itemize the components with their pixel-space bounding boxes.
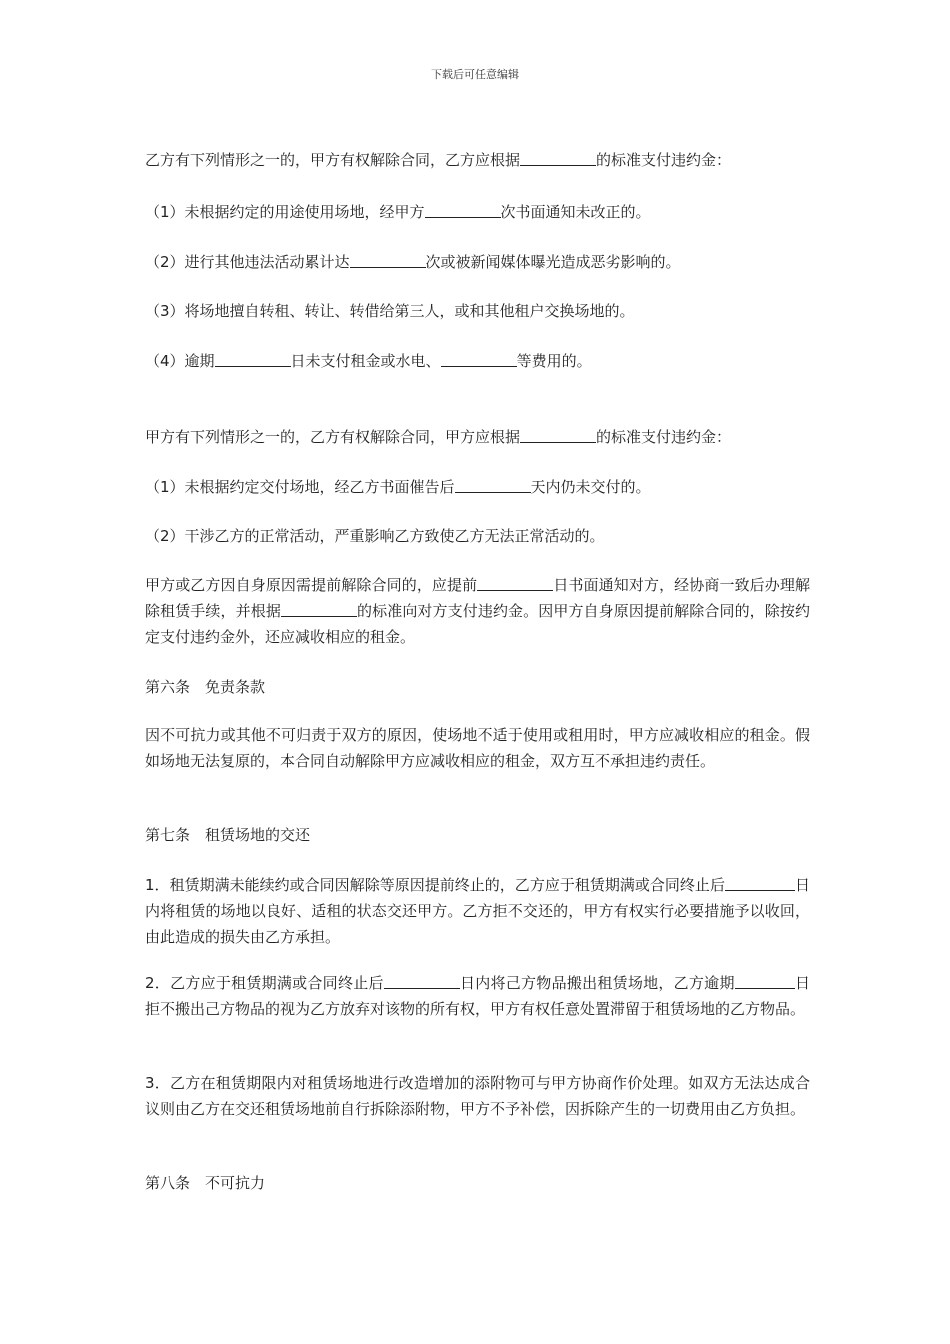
blank-field — [455, 474, 531, 493]
text: 日未支付租金或水电、 — [290, 352, 441, 370]
text: （2）进行其他违法活动累计达 — [145, 253, 350, 271]
blank-field — [735, 970, 795, 989]
section-heading: 第六条 免责条款 — [145, 678, 266, 696]
clause-party-b-breach — [145, 147, 810, 173]
clause-return-3: 3．乙方在租赁期限内对租赁场地进行改造增加的添附物可与甲方协商作价处理。如双方无法达成合议则由乙方在交还租赁场地前自行拆除添附物，甲方不予补偿，因拆除产生的一切费用由乙方负担。 — [145, 1074, 810, 1118]
text: 次或被新闻媒体曝光造成恶劣影响的。 — [425, 253, 681, 271]
blank-field — [425, 199, 501, 218]
text: 的标准支付违约金： — [596, 151, 732, 169]
list-item: （3）将场地擅自转租、转让、转借给第三人，或和其他租户交换场地的。 — [145, 302, 635, 320]
blank-field — [520, 424, 596, 443]
page-header: 下载后可任意编辑 — [431, 68, 519, 81]
text: 甲方有下列情形之一的，乙方有权解除合同，甲方应根据 — [145, 428, 521, 446]
clause-return-1 — [145, 872, 810, 950]
section-heading: 第七条 租赁场地的交还 — [145, 826, 311, 844]
blank-field — [384, 970, 460, 989]
blank-field — [520, 147, 596, 166]
text: 等费用的。 — [516, 352, 592, 370]
blank-field — [441, 348, 517, 367]
clause-exemption: 因不可抗力或其他不可归责于双方的原因，使场地不适于使用或租用时，甲方应减收相应的租金。假如场地无法复原的，本合同自动解除甲方应减收相应的租金，双方互不承担违约责任。 — [145, 726, 810, 770]
text: 天内仍未交付的。 — [530, 478, 651, 496]
list-item — [145, 249, 810, 275]
text: 2．乙方应于租赁期满或合同终止后 — [145, 974, 384, 992]
text: 的标准支付违约金： — [596, 428, 732, 446]
text: （4）逾期 — [145, 352, 215, 370]
text: 甲方或乙方因自身原因需提前解除合同的，应提前 — [145, 576, 478, 594]
text: （1）未根据约定交付场地，经乙方书面催告后 — [145, 478, 455, 496]
text: 日拒不搬出己方物品的视为乙方放弃对该物的所有权，甲方有权任意处置滞留于租赁场地的乙方物品。 — [145, 974, 810, 1018]
blank-field — [215, 348, 291, 367]
clause-early-termination — [145, 572, 810, 650]
text: 次书面通知未改正的。 — [500, 203, 651, 221]
text: 1．租赁期满未能续约或合同因解除等原因提前终止的，乙方应于租赁期满或合同终止后 — [145, 876, 725, 894]
list-item — [145, 199, 810, 225]
clause-return-2 — [145, 970, 810, 1022]
list-item: （2）干涉乙方的正常活动，严重影响乙方致使乙方无法正常活动的。 — [145, 527, 605, 545]
list-item — [145, 348, 810, 374]
text: 日内将己方物品搬出租赁场地，乙方逾期 — [459, 974, 735, 992]
text: 日内将租赁的场地以良好、适租的状态交还甲方。乙方拒不交还的，甲方有权实行必要措施予以收回，由此造成的损失由乙方承担。 — [145, 876, 810, 946]
clause-party-a-breach — [145, 424, 810, 450]
blank-field — [477, 572, 553, 591]
text: 的标准向对方支付违约金。因甲方自身原因提前解除合同的，除按约定支付违约金外，还应减收相应的租金。 — [145, 602, 810, 646]
blank-field — [281, 598, 357, 617]
text: 乙方有下列情形之一的，甲方有权解除合同，乙方应根据 — [145, 151, 521, 169]
text: 日书面通知对方，经协商一致后办理解除租赁手续，并根据 — [145, 576, 810, 620]
text: （1）未根据约定的用途使用场地，经甲方 — [145, 203, 425, 221]
blank-field — [725, 872, 795, 891]
section-heading: 第八条 不可抗力 — [145, 1174, 266, 1192]
blank-field — [350, 249, 426, 268]
list-item — [145, 474, 810, 500]
